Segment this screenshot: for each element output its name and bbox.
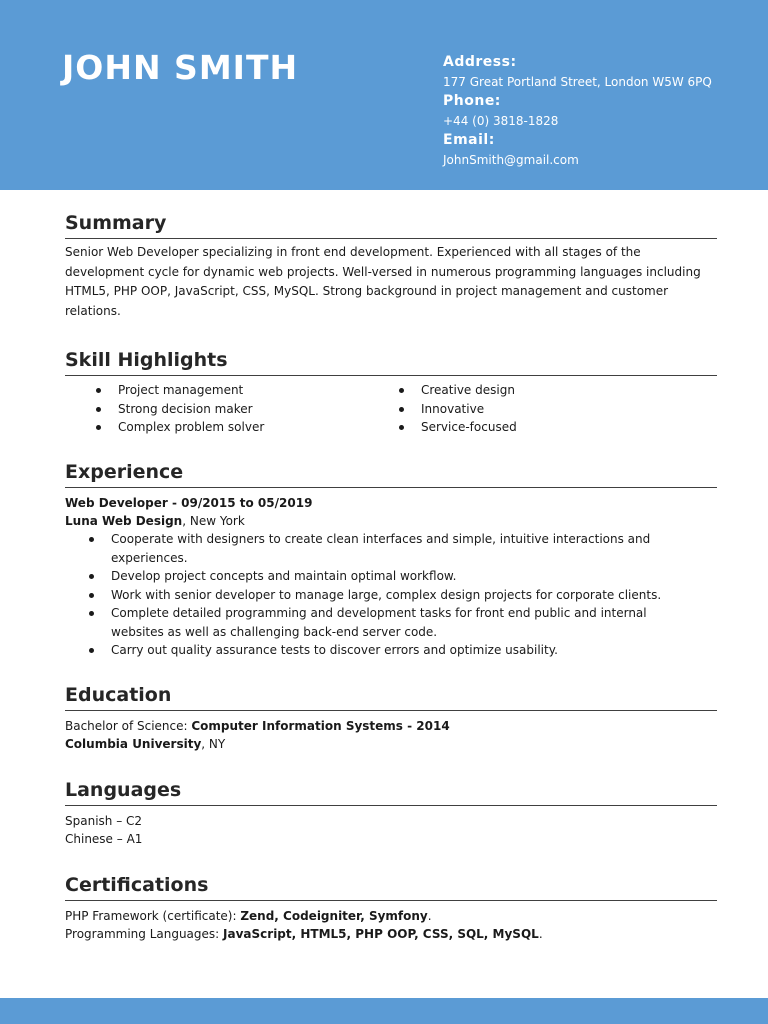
company-name: Luna Web Design xyxy=(65,514,183,528)
cert-prefix: PHP Framework (certificate): xyxy=(65,909,241,923)
list-item: Cooperate with designers to create clean interfaces and simple, intuitive interactions and experiences. xyxy=(111,530,691,567)
skills-list-right xyxy=(368,381,671,437)
languages-section xyxy=(65,777,717,848)
degree-year: - 2014 xyxy=(402,719,450,733)
skills-columns xyxy=(65,381,717,437)
summary-title: Summary xyxy=(65,210,717,239)
skills-list-left xyxy=(65,381,368,437)
cert-prefix: Programming Languages: xyxy=(65,927,224,941)
address-label: Address: xyxy=(443,54,517,70)
resume-name: JOHN SMITH xyxy=(62,48,299,87)
school-line xyxy=(65,735,717,753)
list-item: Service-focused xyxy=(421,418,671,437)
certification-line xyxy=(65,925,717,943)
list-item: Innovative xyxy=(421,400,671,419)
certifications-title: Certifications xyxy=(65,872,717,901)
cert-suffix: . xyxy=(538,927,543,941)
list-item: Develop project concepts and maintain optimal workflow. xyxy=(111,567,691,586)
experience-title: Experience xyxy=(65,459,717,488)
degree-prefix: Bachelor of Science: xyxy=(65,719,192,733)
company-line xyxy=(65,512,717,530)
cert-suffix: . xyxy=(427,909,432,923)
job-title: Web Developer xyxy=(65,496,168,510)
duties-list xyxy=(65,530,717,660)
skills-title: Skill Highlights xyxy=(65,347,717,376)
language-item: Spanish – C2 xyxy=(65,814,143,828)
cert-value: Zend, Codeigniter, Symfony xyxy=(240,909,428,923)
list-item: Creative design xyxy=(421,381,671,400)
list-item: Complete detailed programming and development tasks for front end public and internal websites as well as challenging back-end server code. xyxy=(111,604,691,641)
company-location: , New York xyxy=(182,514,245,528)
list-item: Work with senior developer to manage large, complex design projects for corporate clients. xyxy=(111,586,691,605)
school-location: , NY xyxy=(201,737,226,751)
certification-line xyxy=(65,907,717,925)
list-item: Strong decision maker xyxy=(118,400,368,419)
languages-title: Languages xyxy=(65,777,717,806)
school-name: Columbia University xyxy=(65,737,202,751)
summary-section xyxy=(65,210,717,321)
email-label: Email: xyxy=(443,132,495,148)
phone-value: +44 (0) 3818-1828 xyxy=(443,114,559,128)
list-item: Complex problem solver xyxy=(118,418,368,437)
certifications-section xyxy=(65,872,717,943)
skills-section xyxy=(65,347,717,437)
header-banner xyxy=(0,0,768,190)
education-section xyxy=(65,682,717,753)
degree-line xyxy=(65,717,717,735)
contact-block xyxy=(443,53,763,170)
footer-bar xyxy=(0,998,768,1024)
summary-text: Senior Web Developer specializing in front end development. Experienced with all stages of the development cycle for dynamic web projects. Well-versed in numerous programming languages including HTML5, PHP OOP, JavaScript, CSS, MySQL. Strong background in project management and customer relations. xyxy=(65,245,701,318)
language-item: Chinese – A1 xyxy=(65,832,143,846)
job-dates: - 09/2015 to 05/2019 xyxy=(167,496,313,510)
experience-section xyxy=(65,459,717,660)
job-line xyxy=(65,494,717,512)
education-title: Education xyxy=(65,682,717,711)
list-item: Carry out quality assurance tests to discover errors and optimize usability. xyxy=(111,641,691,660)
cert-value: JavaScript, HTML5, PHP OOP, CSS, SQL, MySQL xyxy=(223,927,539,941)
email-value: JohnSmith@gmail.com xyxy=(443,153,579,167)
list-item: Project management xyxy=(118,381,368,400)
address-value: 177 Great Portland Street, London W5W 6PQ xyxy=(443,75,712,89)
phone-label: Phone: xyxy=(443,93,501,109)
degree-name: Computer Information Systems xyxy=(191,719,403,733)
